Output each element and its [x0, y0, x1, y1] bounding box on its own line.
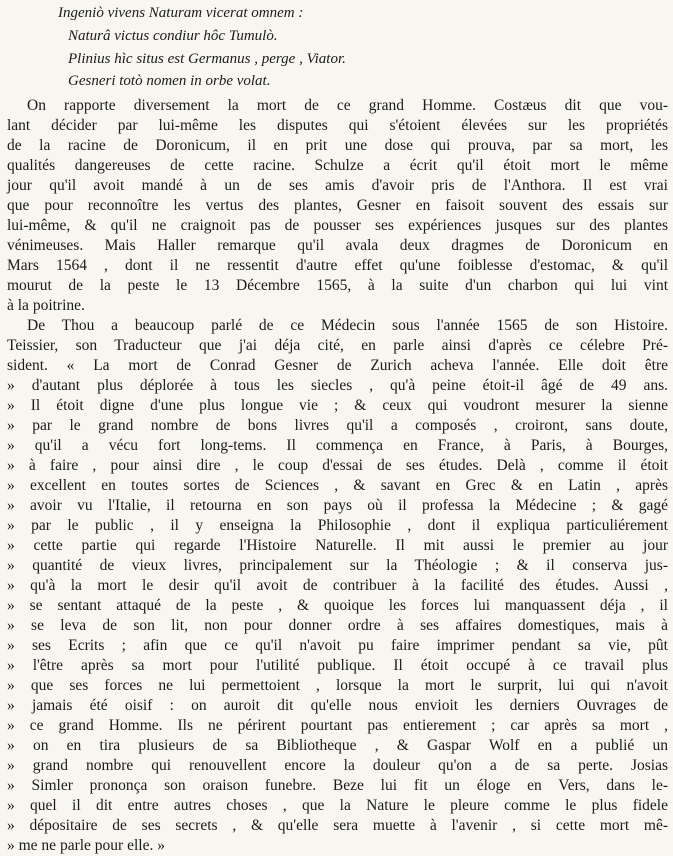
text-line: » dépositaire de ses secrets , & qu'elle sera muette à l'avenir , si cette mort mê- — [7, 817, 668, 834]
text-line: de la racine de Doronicum, il en prit une dose qui prouva, par sa mort, les — [7, 137, 668, 154]
text-line: » quel il dit entre autres choses , que la Nature le pleure comme le plus fidele — [7, 797, 668, 814]
text-line: » qu'à la mort le desir qu'il avoit de contribuer à la facilité des études. Aussi , — [7, 577, 668, 594]
text-line: » grand nombre qui renouvellent encore la douleur qu'on a de sa perte. Josias — [7, 757, 668, 774]
text-line: » jamais été oisif : on auroit dit qu'elle nous envioit les derniers Ouvrages de — [7, 697, 668, 714]
text-line: » à faire , pour ainsi dire , le coup d'essai de ses études. Delà , comme il étoit — [7, 457, 668, 474]
text-line: » me ne parle pour elle. » — [7, 837, 165, 854]
body-text — [7, 96, 668, 856]
text-line: » cette partie qui regarde l'Histoire Naturelle. Il mit aussi le premier au jour — [7, 537, 668, 554]
text-line: lant décider par lui-même les disputes qui s'étoient élevées sur les propriétés — [7, 117, 668, 134]
text-line: » que ses forces ne lui permettoient , lorsque la mort le surprit, lui qui n'avoit — [7, 677, 668, 694]
paragraph-death-accounts — [7, 96, 668, 316]
text-line: » par le grand nombre de bons livres qu'il a composés , croiront, sans doute, — [7, 417, 668, 434]
text-line: On rapporte diversement la mort de ce grand Homme. Costæus dit que vou- — [27, 97, 668, 114]
text-line: » ses Ecrits ; afin que ce qu'il n'avoit pu faire imprimer pendant sa vie, pût — [7, 637, 668, 654]
text-line: jour qu'il avoit mandé à un de ses amis d'avoir pris de l'Anthora. Il est vrai — [7, 177, 668, 194]
text-line: » par le public , il y enseigna la Philosophie , dont il expliqua particuliérement — [7, 517, 668, 534]
text-line: Teissier, son Traducteur que j'ai déja cité, en parle ainsi d'après ce célebre Pré- — [7, 337, 668, 354]
text-line: » se sentant attaqué de la peste , & quoique les forces lui manquassent déja , il — [7, 597, 668, 614]
text-line: à la poitrine. — [7, 297, 85, 314]
text-line: lui-même, & qu'il ne craignoit pas de pousser ses expériences jusques sur des plantes — [7, 217, 668, 234]
text-line: » qu'il a vécu fort long-tems. Il commença en France, à Paris, à Bourges, — [7, 437, 668, 454]
text-line: qualités dangereuses de cette racine. Schulze a écrit qu'il étoit mort le même — [7, 157, 668, 174]
text-line: que pour reconnoître les vertus des plantes, Gesner en faisoit souvent des essais sur — [7, 197, 668, 214]
text-line: » l'être après sa mort pour l'utilité publique. Il étoit occupé à ce travail plus — [7, 657, 668, 674]
epitaph-line: Gesneri totò nomen in orbe volat. — [68, 73, 271, 90]
text-line: mourut de la peste le 13 Décembre 1565, à la suite d'un charbon qui lui vint — [7, 277, 668, 294]
text-line: » on en tira plusieurs de sa Bibliotheque , & Gaspar Wolf en a publié un — [7, 737, 668, 754]
text-line: » ce grand Homme. Ils ne périrent pourtant pas entierement ; car après sa mort , — [7, 717, 668, 734]
text-line: De Thou a beaucoup parlé de ce Médecin sous l'année 1565 de son Histoire. — [27, 317, 668, 334]
text-line: sident. « La mort de Conrad Gesner de Zurich acheva l'année. Elle doit être — [7, 357, 668, 374]
text-line: vénimeuses. Mais Haller remarque qu'il avala deux dragmes de Doronicum en — [7, 237, 668, 254]
text-line: » d'autant plus déplorée à tous les siecles , qu'à peine étoit-il âgé de 49 ans. — [7, 377, 668, 394]
text-line: » avoir vu l'Italie, il retourna en son pays où il professa la Médecine ; & gagé — [7, 497, 668, 514]
text-line: » excellent en toutes sortes de Sciences , & savant en Grec & en Latin , après — [7, 477, 668, 494]
text-line: » Simler prononça son oraison funebre. Beze lui fit un éloge en Vers, dans le- — [7, 777, 668, 794]
text-line: » Il étoit digne d'une plus longue vie ; & ceux qui voudront mesurer la sienne — [7, 397, 668, 414]
epitaph-line: Naturâ victus condiur hôc Tumulò. — [68, 27, 278, 44]
epitaph-verse — [58, 2, 478, 93]
epitaph-line: Ingeniò vivens Naturam vicerat omnem : — [58, 5, 304, 21]
epitaph-line: Plinius hìc situs est Germanus , perge , Viator. — [68, 50, 346, 67]
text-line: » se leva de son lit, non pour donner ordre à ses affaires domestiques, mais à — [7, 617, 668, 634]
paragraph-de-thou — [7, 316, 668, 856]
text-line: Mars 1564 , dont il ne ressentit d'autre effet qu'une foiblesse d'estomac, & qu'il — [7, 257, 668, 274]
text-line: » quantité de vieux livres, principalement sur la Théologie ; & il conserva jus- — [7, 557, 668, 574]
